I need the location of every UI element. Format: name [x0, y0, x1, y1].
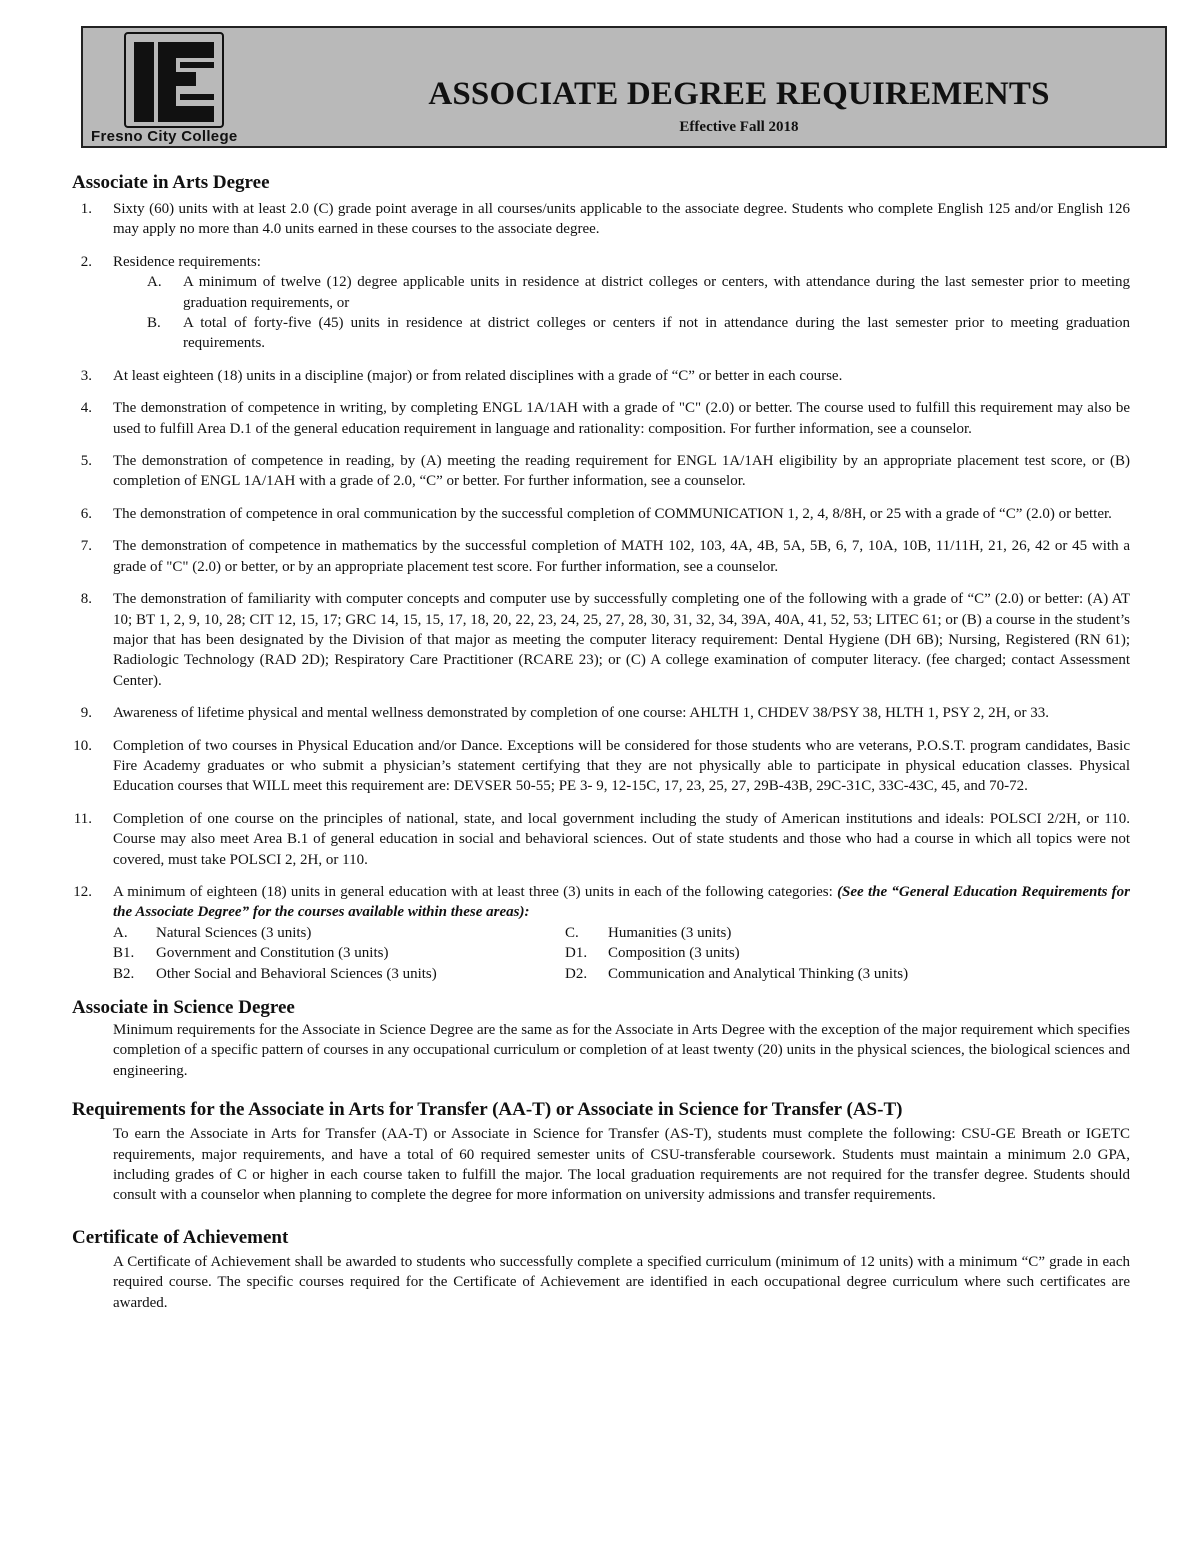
requirement-item [72, 252, 1130, 354]
sub-item-text: A minimum of twelve (12) degree applicable units in residence at district colleges or centers, with attendance during the last semester prior to meeting graduation requirements, or [183, 274, 1130, 311]
requirement-item [72, 536, 1130, 577]
item-text: A minimum of eighteen (18) units in general education with at least three (3) units in each of the following categories: [113, 883, 838, 900]
sub-item [113, 272, 1130, 313]
arts-degree-section [72, 171, 1130, 984]
sub-item-letter: B. [147, 315, 161, 332]
item-number: 5. [80, 453, 92, 470]
ge-category-code: B1. [113, 945, 135, 962]
item-text: Sixty (60) units with at least 2.0 (C) grade point average in all courses/units applicable to the associate degree. Students who complete English 125 and/or English 126 may apply no more than 4.0 units earned in these courses to the associate degree. [113, 201, 1130, 238]
ge-categories [113, 923, 1130, 984]
item-number: 12. [73, 883, 92, 900]
item-number: 4. [80, 400, 92, 417]
sub-item-letter: A. [147, 274, 162, 291]
requirement-item [72, 736, 1130, 797]
requirement-item [72, 366, 1130, 386]
ge-category-code: C. [565, 924, 579, 941]
item-number: 6. [80, 505, 92, 522]
science-degree-section [72, 996, 1130, 1081]
requirement-item [72, 809, 1130, 870]
certificate-heading: Certificate of Achievement [72, 1226, 289, 1248]
item-text: The demonstration of familiarity with computer concepts and computer use by successfully completing one of the following with a grade of “C” (2.0) or better: (A) AT 10; BT 1, 2, 9, 10, 28; CIT 12, 15, 17; GRC 14, 15, 15, 17, 18, 20, 22, 23, 24, 25, 27, 28, 30, 31, 32, 34, 39A, 40A, 41, 52, 53; LITEC 61; or (B) a course in the student’s major that has been designated by the Division of that major as meeting the computer literacy requirement: Dental Hygiene (DH 6B); Nursing, Registered (RN 61); Radiologic Technology (RAD 2D); Respiratory Care Practitioner (RCARE 23); or (C) A college examination of computer literacy. (fee charged; contact Assessment Center). [113, 591, 1130, 689]
residence-sublist [113, 272, 1130, 354]
item-number: 1. [80, 201, 92, 217]
sub-item [113, 313, 1130, 354]
requirements-list [72, 199, 1130, 984]
item-text: The demonstration of competence in writing, by completing ENGL 1A/1AH with a grade of "C" (2.0) or better. The course used to fulfill this requirement may also be used to fulfill Area D.1 of the general education requirement in language and rationality: composition. For further information, see a counselor. [113, 400, 1130, 437]
ge-category-label: Other Social and Behavioral Sciences (3 units) [156, 965, 437, 982]
item-text: The demonstration of competence in mathematics by the successful completion of MATH 102, 103, 4A, 4B, 5A, 5B, 6, 7, 10A, 10B, 11/11H, 21, 26, 42 or 45 with a grade of "C" (2.0) or better, or by an appropriate placement test score. For further information, see a counselor. [113, 538, 1130, 575]
item-text: Awareness of lifetime physical and mental wellness demonstrated by completion of one course: AHLTH 1, CHDEV 38/PSY 38, HLTH 1, PSY 2, 2H, or 33. [113, 705, 1049, 722]
item-number: 9. [80, 705, 92, 722]
item-number: 3. [80, 367, 92, 384]
item-number: 2. [80, 253, 92, 270]
ge-note: (See the “General Education Requirements for the Associate Degree” for the courses available within these areas): [113, 883, 1130, 921]
certificate-text: A Certificate of Achievement shall be awarded to students who successfully complete a specified curriculum (minimum of 12 units) with a minimum “C” grade in each required course. The specific courses required for the Certificate of Achievement are identified in each occupational degree curriculum where such certificates are awarded. [113, 1253, 1130, 1311]
transfer-degree-heading: Requirements for the Associate in Arts for Transfer (AA-T) or Associate in Science for Transfer (AS-T) [72, 1099, 903, 1121]
ge-category [113, 923, 565, 943]
requirement-item [72, 882, 1130, 984]
ge-category [113, 964, 565, 984]
requirement-item [72, 504, 1130, 524]
transfer-degree-section [72, 1098, 1130, 1206]
requirement-item [72, 703, 1130, 723]
transfer-degree-text: To earn the Associate in Arts for Transfer (AA-T) or Associate in Science for Transfer (AS-T), students must complete the following: CSU-GE Breath or IGETC requirements, major requirements, and have a total of 60 required semester units of CSU-transferable coursework. Students must maintain a minimum 2.0 GPA, including grades of C or higher in each course taken to fulfill the major. The local graduation requirements are not required for the transfer degree. Students should consult with a counselor when planning to complete the degree for more information on university admissions and transfer requirements. [113, 1126, 1130, 1204]
sub-item-text: A total of forty-five (45) units in residence at district colleges or centers if not in attendance during the last semester prior to meeting graduation requirements. [183, 315, 1130, 352]
ge-category-code: A. [113, 924, 128, 941]
ge-category [565, 943, 1045, 963]
college-logo-icon [124, 32, 224, 128]
document-body [72, 171, 1130, 1313]
ge-category-label: Natural Sciences (3 units) [156, 924, 312, 941]
item-text: Residence requirements: [113, 253, 261, 270]
requirement-item [72, 451, 1130, 492]
ge-category-code: B2. [113, 965, 135, 982]
science-degree-heading: Associate in Science Degree [72, 997, 295, 1018]
college-name: Fresno City College [91, 128, 238, 145]
certificate-section [72, 1226, 1130, 1313]
requirement-item [72, 199, 1130, 240]
item-text: Completion of two courses in Physical Education and/or Dance. Exceptions will be considered for those students who are veterans, P.O.S.T. program candidates, Basic Fire Academy graduates or who submit a physician’s statement certifying that they are not physically able to participate in physical education classes. Physical Education courses that WILL meet this requirement are: DEVSER 50-55; PE 3- 9, 12-15C, 17, 23, 25, 27, 29B-43B, 29C-31C, 33C-43C, 45, and 70-72. [113, 737, 1130, 795]
ge-category-code: D2. [565, 965, 588, 982]
science-degree-text: Minimum requirements for the Associate in Science Degree are the same as for the Associate in Arts Degree with the exception of the major requirement which specifies completion of a specific pattern of courses in any occupational curriculum or completion of at least twenty (20) units in the physical sciences, the biological sciences and engineering. [113, 1022, 1130, 1079]
item-text: The demonstration of competence in reading, by (A) meeting the reading requirement for ENGL 1A/1AH eligibility by an appropriate placement test score, or (B) completion of ENGL 1A/1AH with a grade of 2.0, “C” or better. For further information, see a counselor. [113, 453, 1130, 490]
ge-category-label: Composition (3 units) [608, 945, 740, 962]
ge-category [565, 964, 1045, 984]
item-number: 7. [80, 538, 92, 555]
item-text: The demonstration of competence in oral communication by the successful completion of COMMUNICATION 1, 2, 4, 8/8H, or 25 with a grade of “C” (2.0) or better. [113, 505, 1112, 522]
ge-category [113, 943, 565, 963]
item-number: 10. [73, 737, 92, 754]
ge-category-label: Government and Constitution (3 units) [156, 945, 389, 962]
ge-category-code: D1. [565, 945, 588, 962]
header-banner [81, 26, 1167, 148]
arts-degree-heading: Associate in Arts Degree [72, 172, 270, 193]
item-text: Completion of one course on the principles of national, state, and local government including the study of American institutions and ideals: POLSCI 2/2H, or 110. Course may also meet Area B.1 of general education in social and behavioral sciences. Out of state students and those who had a course in which all topics were not covered, must take POLSCI 2, 2H, or 110. [113, 810, 1130, 868]
requirement-item [72, 398, 1130, 439]
item-number: 8. [80, 591, 92, 608]
page-title: ASSOCIATE DEGREE REQUIREMENTS [428, 76, 1050, 112]
requirement-item [72, 589, 1130, 691]
item-text: At least eighteen (18) units in a discipline (major) or from related disciplines with a grade of “C” or better in each course. [113, 367, 843, 384]
page-subtitle: Effective Fall 2018 [679, 119, 799, 135]
item-number: 11. [73, 810, 92, 827]
ge-category-label: Humanities (3 units) [608, 924, 732, 941]
ge-category [565, 923, 1045, 943]
ge-category-label: Communication and Analytical Thinking (3 units) [608, 965, 909, 982]
